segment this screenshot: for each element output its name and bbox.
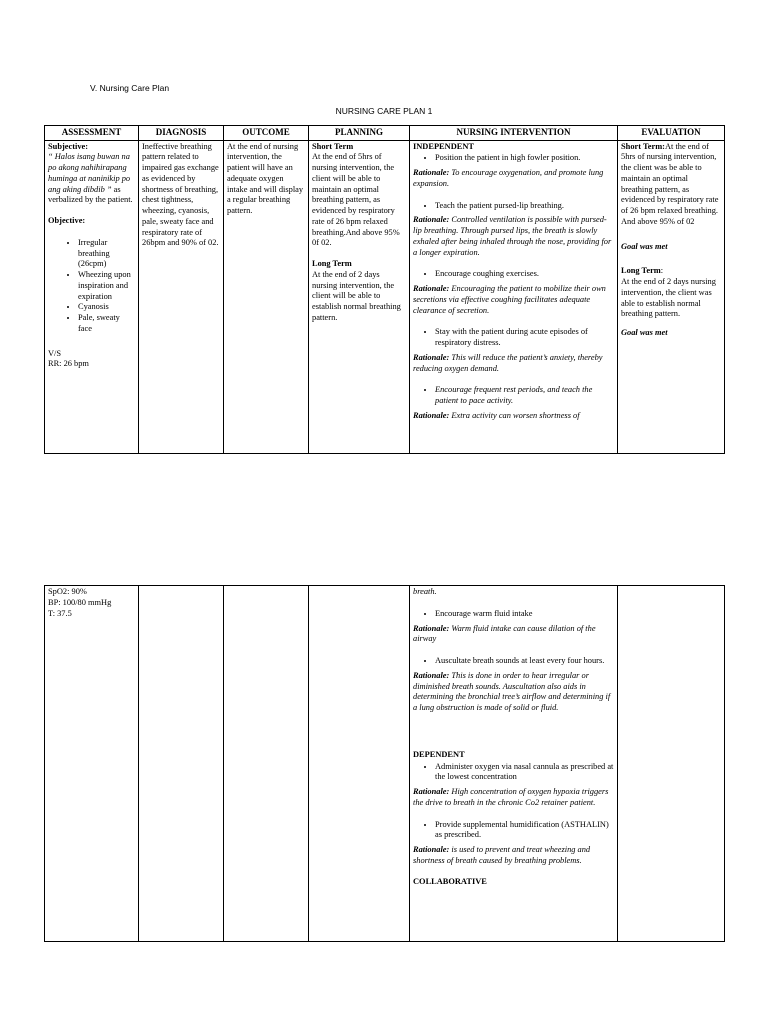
collaborative-label: COLLABORATIVE (413, 876, 487, 886)
rationale: Rationale: Encouraging the patient to mobilize their own secretions via effective coughing facilitates adequate clearance of secretion. (413, 284, 606, 315)
independent-label: INDEPENDENT (413, 141, 474, 151)
goal-status: Goal was met (621, 328, 668, 338)
table-row (45, 586, 725, 942)
respiratory-rate: RR: 26 bpm (48, 359, 89, 369)
intervention-cell-continued (410, 586, 618, 942)
objective-list (48, 238, 135, 335)
evaluation-short-text: At the end of 5hrs of nursing intervention, the client was be able to maintain an optimal breathing pattern, as evidenced by respiratory rate of 26 bpm relaxed breathing. And above 95% of 02 (621, 141, 719, 226)
rationale: Rationale: This is done in order to hear irregular or diminished breath sounds. Auscultation also aids in determining the bronchial tree’s airflow and determining if a lung obstruction is made of solid or fluid. (413, 670, 611, 712)
temperature: T: 37.5 (48, 608, 72, 618)
rationale: Rationale: To encourage oxygenation, and promote lung expansion. (413, 168, 604, 188)
rationale: Rationale: is used to prevent and treat wheezing and shortness of breath caused by breathing problems. (413, 845, 591, 865)
header-row (45, 126, 725, 141)
plan-title: NURSING CARE PLAN 1 (335, 106, 433, 116)
evaluation-short-label: Short Term: (621, 141, 665, 151)
objective-label: Objective: (48, 216, 86, 226)
evaluation-cell: Short Term:At the end of 5hrs of nursing intervention, the client was be able to maintain an optimal breathing pattern, as evidenced by respiratory rate of 26 bpm relaxed breathing. And above 95% of 02 Goal was met Long Term: At the end of 2 days nursing intervention, the client was able to establish normal breathing pattern. Goal was met (618, 140, 725, 453)
intervention-item: • Provide supplemental humidification (ASTHALIN) as prescribed. (435, 820, 614, 842)
intervention-cell (410, 140, 618, 453)
subjective-label: Subjective: (48, 141, 89, 151)
evaluation-cell-continued (618, 586, 725, 942)
blood-pressure: BP: 100/80 mmHg (48, 597, 112, 607)
header-assessment: ASSESSMENT (45, 126, 139, 141)
vital-signs-label: V/S (48, 348, 62, 358)
header-nursing-intervention: NURSING INTERVENTION (410, 126, 618, 141)
list-item: • Pale, sweaty face (78, 313, 135, 335)
assessment-cell-continued (45, 586, 139, 942)
evaluation-long-text: At the end of 2 days nursing intervention, the client was able to establish normal breathing pattern. (621, 277, 716, 319)
planning-short-text: At the end of 5hrs of nursing intervention, the client will be able to maintain an optimal breathing pattern, as evidenced by respiratory rate of 26 bpm relaxed breathing.And above 95% 0f 02. (312, 152, 400, 248)
planning-long-text: At the end of 2 days nursing intervention, the client will be able to establish normal breathing pattern. (312, 269, 401, 322)
rationale-continued: breath. (413, 587, 437, 596)
outcome-cell-continued (224, 586, 309, 942)
planning-long-label: Long Term (312, 259, 352, 269)
intervention-item: • Teach the patient pursed-lip breathing. (435, 201, 614, 212)
evaluation-long-label: Long Term (621, 266, 661, 276)
intervention-item: • Encourage coughing exercises. (435, 269, 614, 280)
list-item: • Wheezing upon inspiration and expiration (78, 270, 135, 302)
intervention-item: • Auscultate breath sounds at least every four hours. (435, 656, 614, 667)
outcome-cell: At the end of nursing intervention, the patient will have an adequate oxygen intake and will display a regular breathing pattern. (224, 140, 309, 453)
rationale: Rationale: This will reduce the patient’s anxiety, thereby reducing oxygen demand. (413, 352, 603, 373)
header-planning: PLANNING (309, 126, 410, 141)
diagnosis-cell-continued (139, 586, 224, 942)
rationale: Rationale: Warm fluid intake can cause dilation of the airway (413, 623, 596, 644)
rationale: Rationale: Extra activity can worsen shortness of (413, 410, 580, 420)
intervention-item: • Encourage frequent rest periods, and teach the patient to pace activity. (435, 385, 614, 407)
care-plan-table-page-2 (44, 585, 725, 942)
planning-cell-continued (309, 586, 410, 942)
assessment-cell (45, 140, 139, 453)
intervention-item: • Administer oxygen via nasal cannula as prescribed at the lowest concentration (435, 762, 614, 784)
care-plan-table-page-1 (44, 125, 725, 454)
header-evaluation: EVALUATION (618, 126, 725, 141)
rationale: Rationale: High concentration of oxygen hypoxia triggers the drive to breath in the chronic Co2 retainer patient. (413, 787, 609, 807)
rationale: Rationale: Controlled ventilation is possible with pursed-lip breathing. Through pursed lips, the breath is slowly exhaled after being inhaled through the nose, providing for a longer expiration. (413, 215, 612, 257)
intervention-item: • Encourage warm fluid intake (435, 609, 614, 620)
table-row (45, 140, 725, 453)
planning-short-label: Short Term (312, 141, 354, 151)
intervention-item: • Stay with the patient during acute episodes of respiratory distress. (435, 327, 614, 349)
header-outcome: OUTCOME (224, 126, 309, 141)
section-title: V. Nursing Care Plan (90, 83, 170, 93)
diagnosis-cell: Ineffective breathing pattern related to impaired gas exchange as evidenced by shortness of breathing, chest tightness, wheezing, cyanosis, pale, sweaty face and respiratory rate of 26bpm and 90% of 02. (139, 140, 224, 453)
planning-cell (309, 140, 410, 453)
dependent-label: DEPENDENT (413, 749, 465, 759)
intervention-item: • Position the patient in high fowler position. (435, 153, 614, 164)
goal-status: Goal was met (621, 241, 668, 251)
list-item: • Irregular breathing (26cpm) (78, 238, 135, 270)
subjective-tail: as verbalized by the patient. (48, 184, 133, 205)
header-diagnosis: DIAGNOSIS (139, 126, 224, 141)
subjective-quote: “ Halos isang buwan na po akong nahihirapang huminga at naninikip po ang aking dibdib ” (48, 152, 131, 194)
list-item: • Cyanosis (78, 302, 135, 313)
oxygen-saturation: SpO2: 90% (48, 587, 87, 596)
